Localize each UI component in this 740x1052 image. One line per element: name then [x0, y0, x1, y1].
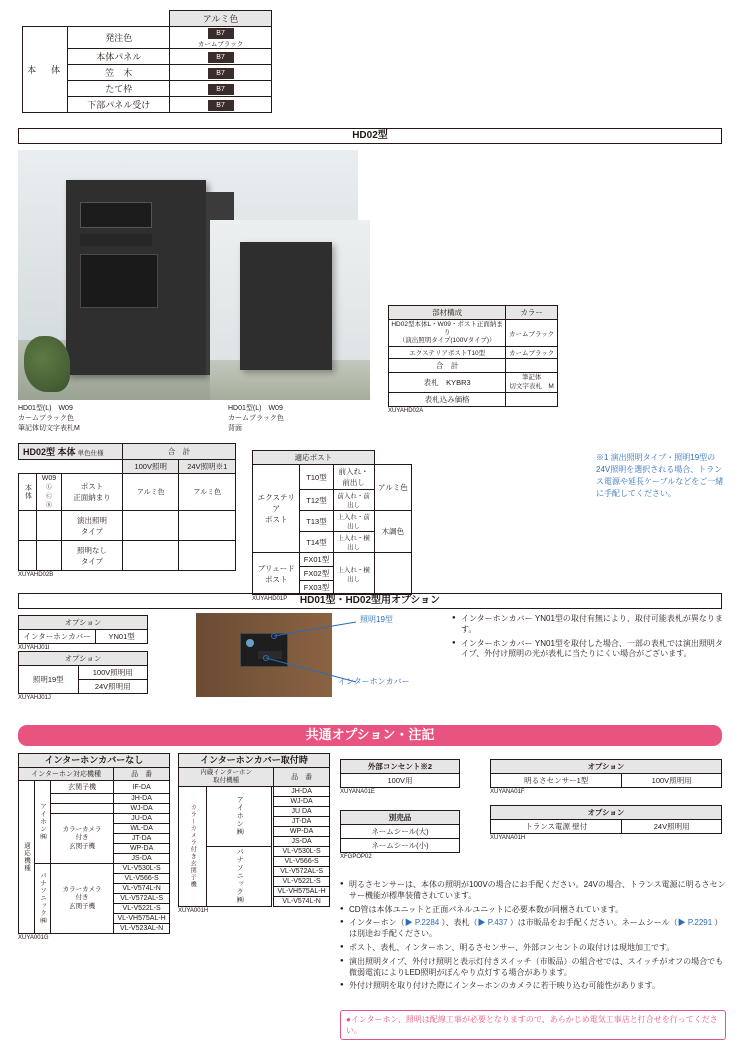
- bom-row-color: [506, 392, 558, 406]
- brand-panasonic: パナソニック㈱: [34, 864, 50, 934]
- row-label: たて枠: [68, 81, 170, 97]
- intercom-nocover-h1: インターホン対応機種: [19, 768, 114, 781]
- post-model: FX03型: [300, 581, 333, 595]
- intercom-nocover-table: [18, 767, 170, 934]
- part-number: IF-DA: [114, 781, 170, 794]
- color-table-wrap: [22, 10, 272, 113]
- post-color: 木調色: [374, 511, 411, 553]
- part-number: VL-V574L-N: [114, 884, 170, 894]
- part-number: JU-DA: [114, 814, 170, 824]
- intercom-nocover-code: XUYA001G: [18, 935, 49, 941]
- bom-row-name: 表札込み価格: [389, 392, 506, 406]
- type-label-camera: カラーカメラ 付き 玄関子機: [50, 864, 113, 934]
- swatch-b7: B7: [208, 68, 234, 79]
- caption-line3: 背面: [228, 425, 242, 433]
- post-dir: 上入れ・横出し: [333, 553, 374, 595]
- bullet-item: ● インターホン（▶ P.2284 ）、表札（▶ P.437 ）は市販品をお手配ください。ネームシール（▶ P.2291 ）は別途お手配ください。: [340, 918, 726, 940]
- caption-line2: カームブラック色: [228, 415, 284, 423]
- separate-table: [340, 810, 460, 853]
- swatch-b7: B7: [208, 100, 234, 111]
- swatch-b7: B7: [208, 28, 234, 39]
- option-cover-label: インターホンカバー: [19, 630, 96, 644]
- option-cover-table: [18, 615, 148, 644]
- sensor-header: オプション: [491, 760, 722, 774]
- trans-table: [490, 805, 722, 834]
- part-number: WP-DA: [114, 844, 170, 854]
- callout-lamp-label: 照明19型: [360, 615, 393, 624]
- post-dir: 前入れ・ 前出し: [333, 465, 374, 490]
- option-lamp-wrap: [18, 651, 148, 701]
- price-title-main: HD02型 本体: [23, 447, 76, 457]
- part-number: VL-V566-S: [274, 856, 330, 866]
- nameplate: [80, 234, 152, 246]
- post-table-header: 適応ポスト: [253, 451, 375, 465]
- bullet-item: ● 演出照明タイプ、外付け照明と表示灯付きスイッチ（市販品）の組合せでは、スイッチがオフの場合でも微弱電流によりLED照明がぼんやり点灯する場合があります。: [340, 957, 726, 979]
- price-row-type: 演出照明 タイプ: [61, 511, 122, 541]
- outlet-table-wrap: [340, 759, 460, 795]
- price-cell: [179, 541, 236, 571]
- part-number: VL-V530L-S: [274, 846, 330, 856]
- photo-left-caption: [18, 404, 80, 434]
- post-model: FX02型: [300, 567, 333, 581]
- row-label: 下部パネル受け: [68, 97, 170, 113]
- bom-row-color: カームブラック: [506, 347, 558, 359]
- bom-row-name: エクステリアポストT10型: [389, 347, 506, 359]
- bom-row-color: カームブラック: [506, 320, 558, 347]
- price-table-title: [19, 444, 123, 460]
- outlet-header: 外部コンセント※2: [341, 760, 460, 774]
- part-number: WL-DA: [114, 824, 170, 834]
- intercom-cover-wrap: [178, 753, 330, 914]
- sensor-table: [490, 759, 722, 788]
- trans-value: 24V照明用: [622, 820, 722, 834]
- page-ref[interactable]: ▶ P.2291: [677, 918, 713, 928]
- gate-back-panel: [240, 242, 332, 370]
- price-cell: [122, 511, 179, 541]
- price-cell: [179, 511, 236, 541]
- price-table-code: XUYAHD02B: [18, 572, 54, 578]
- intercom-cover-title: インターホンカバー取付時: [178, 753, 330, 768]
- intercom-nocover-title: インターホンカバーなし: [18, 753, 170, 768]
- page-ref[interactable]: ▶ P.437: [477, 918, 508, 928]
- part-number: JS-DA: [114, 854, 170, 864]
- type-label: [50, 804, 113, 814]
- intercom-cover-h2: 品 番: [274, 768, 330, 787]
- part-number: WJ-DA: [114, 804, 170, 814]
- trans-label: トランス電源 壁付: [491, 820, 622, 834]
- brand-aiphone: アイホン㈱: [207, 786, 272, 846]
- swatch-cell: [170, 65, 272, 81]
- sensor-value: 100V照明用: [622, 774, 722, 788]
- bullet-item: ● 外付け照明を取り付けた際にインターホンのカメラに若干映り込む可能性があります。: [340, 981, 726, 992]
- separate-table-wrap: [340, 810, 460, 860]
- outlet-table: [340, 759, 460, 788]
- post-color: アルミ色: [374, 465, 411, 511]
- bom-header-part: 部材構成: [389, 306, 506, 320]
- price-table-wrap: [18, 443, 236, 578]
- price-col-24v: 24V照明※1: [179, 460, 236, 474]
- bom-table-code: XUYAHD02A: [388, 407, 424, 414]
- price-title-sub: 単色仕様: [77, 450, 104, 457]
- swatch-b7: B7: [208, 52, 234, 63]
- swatch-name: カームブラック: [197, 41, 244, 48]
- price-subcol-alumi: アルミ色: [122, 474, 179, 511]
- post-dir: 上入れ・前出し: [333, 511, 374, 532]
- warning-bullet: ●: [346, 1015, 351, 1024]
- post-opening: [80, 254, 158, 308]
- type-label: 玄関子機: [50, 781, 113, 794]
- type-label-camera: カラーカメラ 付き 玄関子機: [50, 814, 113, 864]
- warning-box: [340, 1010, 726, 1040]
- bom-table: [388, 305, 558, 407]
- part-number: VL-V566-S: [114, 874, 170, 884]
- bullet-item: ● ポスト、表札、インターホン、明るさセンサー、外部コンセントの取付けは現地加工です。: [340, 943, 726, 954]
- post-group-exterior: エクステリア ポスト: [253, 465, 300, 553]
- option-cover-code: XUYAHJ01I: [18, 645, 50, 651]
- part-number: VL-V574L-N: [274, 896, 330, 906]
- note-1: ※1 演出照明タイプ・照明19型の24V照明を選択される場合、トランス電源や延長ケーブルなどをご一緒に手配してください。: [596, 453, 724, 498]
- band-hd02: HD02型: [18, 128, 722, 144]
- outlet-table-code: XUYANA01E: [340, 789, 375, 795]
- bullet-notes: [340, 880, 726, 995]
- separate-row: ネームシール(小): [341, 839, 460, 853]
- outlet-row: 100V用: [341, 774, 460, 788]
- post-dir: 前入れ・前出し: [333, 490, 374, 511]
- bom-row-color: 筆記体 切文字表札 M: [506, 373, 558, 392]
- post-model: T10型: [300, 465, 333, 490]
- intercom-cover-h1: 内蔵インターホン 取付機種: [179, 768, 274, 787]
- photo-area-back: [210, 220, 370, 400]
- part-number: VL-V523AL-N: [114, 924, 170, 934]
- price-group-header: 合 計: [122, 444, 235, 460]
- part-number: VL-VH575AL-H: [114, 914, 170, 924]
- warning-text: インターホン、照明は配線工事が必要となりますので、あらかじめ電気工事店と打合せを行ってください。: [346, 1015, 718, 1035]
- swatch-cell: [170, 27, 272, 49]
- post-model: T14型: [300, 532, 333, 553]
- bom-row-total-val: [506, 359, 558, 373]
- option-notes-list: [452, 614, 724, 660]
- caption-line3: 筆記体切文字表札M: [18, 425, 80, 433]
- part-number: VL-V572AL-S: [274, 866, 330, 876]
- mail-slot: [80, 202, 152, 228]
- callout-lines: [196, 610, 446, 710]
- type-label: [50, 794, 113, 804]
- part-number: JT-DA: [274, 816, 330, 826]
- part-number: JH-DA: [114, 794, 170, 804]
- price-side-label2: [37, 474, 62, 511]
- price-table: [18, 443, 236, 511]
- bullet-item: ● CD管は本体ユニットと正面パネルユニットに必要本数が同梱されています。: [340, 905, 726, 916]
- option-cover-header: オプション: [19, 616, 148, 630]
- intercom-nocover-wrap: [18, 753, 170, 941]
- part-number: VL-V572AL-S: [114, 894, 170, 904]
- caption-line1: HD01型(L) W09: [18, 405, 73, 412]
- post-table: [252, 450, 412, 595]
- bom-row-name: 表札 KYBR3: [389, 373, 506, 392]
- common-option-banner: 共通オプション・注記: [18, 725, 722, 746]
- row-label: 発注色: [68, 27, 170, 49]
- price-side-lcr: Ⓛ Ⓒ Ⓡ: [46, 485, 53, 509]
- price-side-label: 本体: [19, 474, 37, 511]
- part-number: WP-DA: [274, 826, 330, 836]
- page-ref[interactable]: ▶ P.2284: [404, 918, 440, 928]
- swatch-cell: [170, 97, 272, 113]
- intercom-cover-code: XUYA001H: [178, 907, 209, 914]
- intercom-side-label: 適応機種: [19, 781, 35, 934]
- price-table-rows: [18, 510, 236, 571]
- separate-row: ネームシール(大): [341, 825, 460, 839]
- sensor-label: 明るさセンサー1型: [491, 774, 622, 788]
- trans-table-code: XUYANA01H: [490, 835, 526, 841]
- option-notes: [452, 614, 724, 663]
- option-lamp-value: 100V照明用: [78, 666, 148, 680]
- sensor-table-code: XUYANA01F: [490, 789, 525, 795]
- separate-table-code: XFGPOP02: [340, 854, 372, 860]
- swatch-cell: [170, 49, 272, 65]
- trans-table-wrap: [490, 805, 722, 841]
- bullet-item: ● 明るさセンサーは、本体の照明が100Vの場合にお手配ください。24Vの場合、トランス電源に明るさセンサー機能が標準装備されています。: [340, 880, 726, 902]
- post-dir: 上入れ・横出し: [333, 532, 374, 553]
- part-number: VL-VH575AL-H: [274, 886, 330, 896]
- part-number: JS-DA: [274, 836, 330, 846]
- caption-line1: HD01型(L) W09: [228, 405, 283, 412]
- band-options: HD01型・HD02型用オプション: [18, 593, 722, 609]
- trans-header: オプション: [491, 806, 722, 820]
- post-color: [374, 553, 411, 595]
- photo-right-caption: [228, 404, 284, 434]
- row-label: 笠 木: [68, 65, 170, 81]
- option-lamp-header: オプション: [19, 652, 148, 666]
- option-note: ● インターホンカバー YN01型を取付した場合、一部の表札では演出照明タイプ、外付け照明の光が表札に当たりにくい場合がございます。: [452, 639, 724, 661]
- bom-row-name: HD02型本体L・W09・ポスト正面納まり （演出照明タイプ(100Vタイプ)）: [389, 320, 506, 347]
- option-lamp-code: XUYAHJ01J: [18, 695, 51, 701]
- callout-cover-label: インターホンカバー: [338, 677, 410, 686]
- part-number: VL-V530L-S: [114, 864, 170, 874]
- price-row-type: 照明なし タイプ: [61, 541, 122, 571]
- post-model: T13型: [300, 511, 333, 532]
- brand-aiphone: アイホン㈱: [34, 781, 50, 864]
- post-table-code: XUYAHD01P: [252, 596, 288, 602]
- part-number: JH-DA: [274, 786, 330, 796]
- post-model: T12型: [300, 490, 333, 511]
- option-lamp-table: [18, 651, 148, 694]
- intercom-cover-side-label: カラーカメラ付き玄関子機: [179, 786, 207, 906]
- part-number: JT-DA: [114, 834, 170, 844]
- bullet-list: [340, 880, 726, 992]
- plant-left: [24, 336, 70, 392]
- brand-panasonic: パナソニック㈱: [207, 846, 272, 906]
- intercom-cover-table: [178, 767, 330, 907]
- swatch-cell: [170, 81, 272, 97]
- option-lamp-value: 24V照明用: [78, 680, 148, 694]
- part-number: JU DA: [274, 806, 330, 816]
- post-table-wrap: [252, 450, 412, 602]
- color-table-body-label: 本 体: [23, 27, 68, 113]
- color-table-header: アルミ色: [170, 11, 272, 27]
- option-cover-value: YN01型: [96, 630, 148, 644]
- part-number: VL-V522L-S: [114, 904, 170, 914]
- part-number: VL-V522L-S: [274, 876, 330, 886]
- intercom-nocover-h2: 品 番: [114, 768, 170, 781]
- bom-table-wrap: [388, 305, 558, 414]
- price-col-100v: 100V照明: [122, 460, 179, 474]
- option-cover-wrap: [18, 615, 148, 651]
- post-model: FX01型: [300, 553, 333, 567]
- bom-row-total: 合 計: [389, 359, 506, 373]
- price-row-label: ポスト 正面納まり: [61, 474, 122, 511]
- option-note: ● インターホンカバー YN01型の取付有無により、取付可能表札が異なります。: [452, 614, 724, 636]
- swatch-b7: B7: [208, 84, 234, 95]
- caption-line2: カームブラック色: [18, 415, 74, 423]
- post-group-blued: ブリュード ポスト: [253, 553, 300, 595]
- row-label: 本体パネル: [68, 49, 170, 65]
- bom-header-color: カラー: [506, 306, 558, 320]
- sensor-table-wrap: [490, 759, 722, 795]
- price-side-w09: W09: [41, 475, 57, 482]
- price-subcol-alumi: アルミ色: [179, 474, 236, 511]
- separate-header: 別売品: [341, 811, 460, 825]
- color-table: [22, 10, 272, 113]
- option-lamp-label: 照明19型: [19, 666, 79, 694]
- price-cell: [122, 541, 179, 571]
- part-number: WJ-DA: [274, 796, 330, 806]
